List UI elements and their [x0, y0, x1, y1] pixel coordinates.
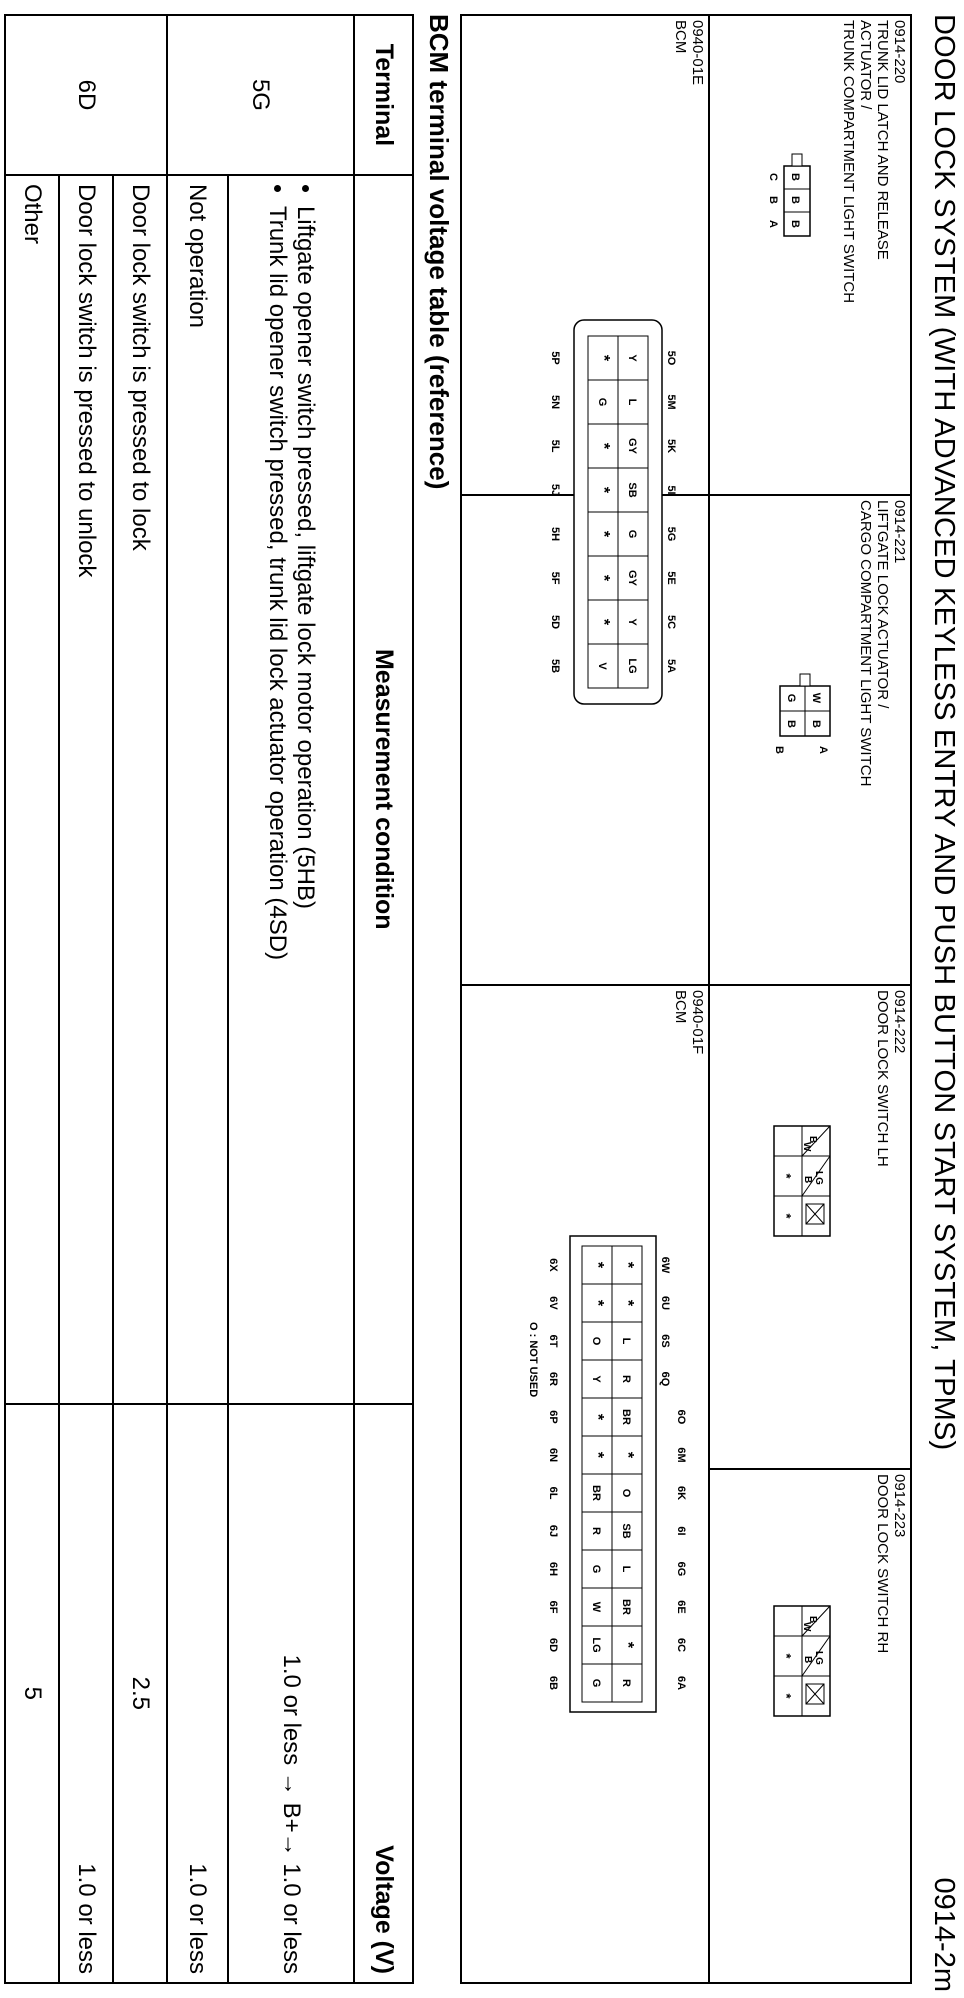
- condition-bullet: • Liftgate opener switch pressed, liftgate lock motor operation (5HB): [291, 206, 319, 1395]
- pin-label: *: [779, 1173, 794, 1179]
- pin-color-label: *: [619, 1641, 636, 1649]
- connector-0914-223-name: DOOR LOCK SWITCH RH: [874, 1474, 891, 1654]
- pin-number-label: 5C: [665, 614, 677, 630]
- pin-label: W: [810, 692, 822, 704]
- pin-color-label: *: [595, 530, 612, 538]
- pin-number-label: 5N: [549, 394, 561, 410]
- pin-label: G: [785, 693, 797, 703]
- pin-label: B: [810, 720, 822, 728]
- pin-number-label: 6P: [547, 1410, 559, 1424]
- connector-diagram-panel: [460, 14, 912, 1984]
- pin-color-label: G: [590, 1678, 602, 1688]
- pin-color-label: G: [590, 1564, 602, 1574]
- pin-number-label: 6M: [675, 1447, 687, 1463]
- bcm-f-name: BCM: [672, 990, 689, 1024]
- pin-label: LG: [813, 1651, 824, 1665]
- pin-color-label: GY: [626, 570, 638, 586]
- connector-0914-220-shape: [740, 146, 820, 256]
- pin-color-label: R: [620, 1679, 632, 1687]
- table-header-row: [354, 15, 413, 1983]
- pin-number-label: 5B: [549, 658, 561, 674]
- pin-label: W: [801, 1622, 812, 1632]
- pin-number-label: 5K: [665, 438, 677, 454]
- voltage-cell: 5: [5, 1404, 59, 1983]
- pin-number-label: 6V: [547, 1296, 559, 1310]
- pin-number-label: 5J: [549, 483, 561, 497]
- table-row: [113, 15, 167, 1983]
- pin-label: *: [779, 1213, 794, 1219]
- pin-number-label: 6L: [547, 1486, 559, 1500]
- pin-number-label: 6H: [547, 1561, 559, 1577]
- pin-color-label: *: [595, 574, 612, 582]
- pin-number-label: 5I: [665, 485, 677, 495]
- page-title: DOOR LOCK SYSTEM (WITH ADVANCED KEYLESS ENTRY AND PUSH BUTTON START SYSTEM, TPMS): [928, 14, 960, 1451]
- bcm-e-connector-shape: [498, 306, 698, 726]
- pin-number-label: 6W: [659, 1256, 671, 1274]
- section-title: BCM terminal voltage table (reference): [424, 14, 454, 490]
- pin-color-label: *: [595, 618, 612, 626]
- connector-0914-223-shape: [730, 1596, 840, 1736]
- pin-color-label: Y: [626, 618, 638, 626]
- pin-color-label: L: [620, 1565, 632, 1573]
- pin-color-label: GY: [626, 438, 638, 454]
- divider: [708, 16, 710, 1982]
- connector-0914-221-shape: [740, 666, 840, 776]
- pin-number-label: 6C: [675, 1637, 687, 1653]
- pin-number-label: 5G: [665, 526, 677, 542]
- pin-number-label: 6S: [659, 1334, 671, 1348]
- voltage-cell: 1.0 or less → B+→ 1.0 or less: [228, 1404, 354, 1983]
- terminal-cell: 6D: [5, 15, 167, 175]
- pin-number-label: 5D: [549, 614, 561, 630]
- connector-0914-223-code: 0914-223: [891, 1474, 908, 1538]
- header-terminal: Terminal: [354, 15, 413, 175]
- pin-color-label: *: [619, 1261, 636, 1269]
- pin-color-label: BR: [620, 1599, 632, 1615]
- connector-0914-222-code: 0914-222: [891, 990, 908, 1054]
- pin-letter: B: [773, 746, 785, 754]
- pin-color-label: O: [620, 1488, 632, 1498]
- table-row: [5, 15, 59, 1983]
- pin-number-label: 5H: [549, 526, 561, 542]
- voltage-table: [4, 14, 414, 1984]
- pin-label: *: [779, 1693, 794, 1699]
- pin-number-label: 6E: [675, 1600, 687, 1614]
- pin-label: B: [789, 196, 801, 204]
- condition-cell: Other: [5, 175, 59, 1404]
- terminal-cell: 5G: [167, 15, 354, 175]
- divider: [462, 984, 910, 986]
- pin-color-label: G: [626, 529, 638, 539]
- pin-number-label: 6N: [547, 1447, 559, 1463]
- pin-label: B: [802, 1176, 813, 1184]
- bcm-e-code: 0940-01E: [689, 20, 706, 86]
- pin-color-label: *: [619, 1299, 636, 1307]
- pin-number-label: 5F: [549, 571, 561, 585]
- pin-color-label: *: [589, 1413, 606, 1421]
- connector-0914-220-name: TRUNK LID LATCH AND RELEASE ACTUATOR / TRUNK COMPARTMENT LIGHT SWITCH: [840, 20, 891, 304]
- pin-number-label: 6K: [675, 1485, 687, 1501]
- pin-color-label: *: [595, 486, 612, 494]
- pin-color-label: BR: [620, 1409, 632, 1425]
- pin-color-label: LG: [590, 1637, 602, 1653]
- pin-color-label: *: [589, 1299, 606, 1307]
- condition-bullet: • Trunk lid opener switch pressed, trunk lid lock actuator operation (4SD): [263, 206, 291, 1395]
- connector-0914-221-name: LIFTGATE LOCK ACTUATOR / CARGO COMPARTMENT LIGHT SWITCH: [857, 500, 891, 787]
- pin-color-label: SB: [626, 482, 638, 498]
- pin-color-label: V: [596, 662, 608, 670]
- pin-color-label: O: [590, 1336, 602, 1346]
- page-code: 0914-2m: [928, 1877, 960, 1992]
- pin-number-label: 6A: [675, 1675, 687, 1691]
- pin-color-label: SB: [620, 1523, 632, 1539]
- condition-cell: Not operation: [167, 175, 229, 1404]
- pin-color-label: *: [589, 1261, 606, 1269]
- condition-cell: Door lock switch is pressed to unlock: [59, 175, 113, 1404]
- pin-number-label: 5O: [665, 350, 677, 366]
- header-condition: Measurement condition: [354, 175, 413, 1404]
- pin-color-label: *: [595, 354, 612, 362]
- pin-number-label: 6G: [675, 1561, 687, 1577]
- pin-number-label: 6Q: [659, 1371, 671, 1387]
- pin-label: B: [789, 173, 801, 181]
- pin-letter: C: [767, 173, 779, 181]
- pin-label: B: [807, 1136, 818, 1144]
- pin-number-label: 6T: [547, 1334, 559, 1348]
- pin-label: W: [801, 1142, 812, 1152]
- pin-label: B: [789, 220, 801, 228]
- bcm-f-code: 0940-01F: [689, 990, 706, 1055]
- pin-label: LG: [813, 1171, 824, 1185]
- pin-number-label: 6J: [547, 1524, 559, 1538]
- pin-color-label: Y: [590, 1375, 602, 1383]
- pin-number-label: 6I: [675, 1526, 687, 1536]
- pin-number-label: 5L: [549, 439, 561, 453]
- pin-color-label: G: [596, 397, 608, 407]
- connector-0914-222-name: DOOR LOCK SWITCH LH: [874, 990, 891, 1167]
- pin-color-label: W: [590, 1601, 602, 1613]
- pin-number-label: 5E: [665, 571, 677, 585]
- pin-number-label: 6B: [547, 1675, 559, 1691]
- table-row: [167, 15, 229, 1983]
- pin-label: B: [802, 1656, 813, 1664]
- bcm-e-name: BCM: [672, 20, 689, 54]
- pin-label: *: [779, 1653, 794, 1659]
- pin-color-label: L: [626, 398, 638, 406]
- header-voltage: Voltage (V): [354, 1404, 413, 1983]
- pin-letter: A: [817, 746, 829, 754]
- connector-0914-220-code: 0914-220: [891, 20, 908, 84]
- pin-letter: A: [767, 220, 779, 228]
- divider: [710, 1468, 910, 1470]
- pin-color-label: *: [589, 1451, 606, 1459]
- pin-number-label: 5M: [665, 394, 677, 410]
- table-row: [59, 15, 113, 1983]
- condition-cell: Door lock switch is pressed to lock: [113, 175, 167, 1404]
- pin-number-label: 6U: [659, 1295, 671, 1311]
- pin-color-label: *: [595, 442, 612, 450]
- pin-label: B: [785, 720, 797, 728]
- pin-letter: B: [767, 196, 779, 204]
- connector-0914-222-shape: [730, 1116, 840, 1256]
- pin-color-label: R: [620, 1375, 632, 1383]
- pin-color-label: BR: [590, 1485, 602, 1501]
- pin-number-label: 6O: [675, 1409, 687, 1425]
- pin-number-label: 6X: [547, 1258, 559, 1272]
- connector-0914-221-code: 0914-221: [891, 500, 908, 564]
- pin-color-label: L: [620, 1337, 632, 1345]
- pin-label: B: [807, 1616, 818, 1624]
- voltage-cell: 1.0 or less: [167, 1404, 229, 1983]
- bcm-f-connector-shape: [488, 1216, 698, 1776]
- pin-color-label: LG: [626, 658, 638, 674]
- pin-number-label: 5P: [549, 351, 561, 365]
- pin-color-label: R: [590, 1527, 602, 1535]
- pin-number-label: 6D: [547, 1637, 559, 1653]
- pin-color-label: Y: [626, 354, 638, 362]
- condition-cell: [228, 175, 354, 1404]
- table-row: [228, 15, 354, 1983]
- pin-number-label: 5A: [665, 658, 677, 674]
- not-used-note: O : NOT USED: [527, 1322, 539, 1398]
- pin-number-label: 6F: [547, 1600, 559, 1614]
- pin-number-label: 6R: [547, 1371, 559, 1387]
- voltage-cell: 2.5: [113, 1404, 167, 1983]
- pin-color-label: *: [619, 1451, 636, 1459]
- voltage-cell: 1.0 or less: [59, 1404, 113, 1983]
